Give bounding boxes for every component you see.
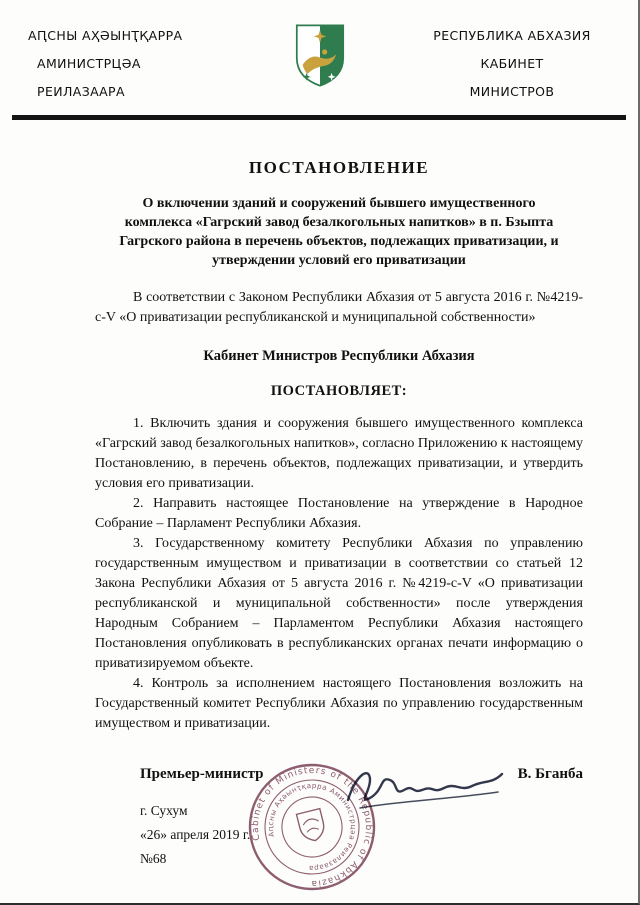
letterhead-russian bbox=[412, 22, 612, 106]
resolution-item-4: 4. Контроль за исполнением настоящего Постановления возложить на Государственный комитет Республики Абхазия по управлению государственным имуществом и приватизации. bbox=[95, 676, 583, 731]
issuer-line: Кабинет Министров Республики Абхазия bbox=[203, 348, 475, 364]
resolution-item-1: 1. Включить здания и сооружения бывшего имущественного комплекса «Гагрский завод безалкогольных напитков», согласно Приложению к настоящему Постановлению, в перечень объектов, подлежащих приватизации, и утвердить условия его приватизации. bbox=[95, 416, 583, 491]
letterhead-divider bbox=[12, 115, 626, 120]
letterhead-abkhaz-line-3: РЕИЛАЗААРА bbox=[37, 84, 125, 99]
signature-block bbox=[95, 765, 583, 889]
letterhead-abkhaz-line-2: АМИНИСТРЦӘА bbox=[37, 56, 141, 71]
resolution-items bbox=[95, 414, 583, 734]
decree-subject: О включении зданий и сооружений бывшего имущественного комплекса «Гагрский завод безалкогольных напитков» в п. Бзыпта Гагрского района в перечень объектов, подлежащих приватизации, и утверждении условий его приватизации bbox=[119, 196, 559, 268]
resolution-word: ПОСТАНОВЛЯЕТ: bbox=[270, 383, 408, 399]
letterhead-russian-line-1: РЕСПУБЛИКА АБХАЗИЯ bbox=[433, 28, 591, 43]
coat-of-arms-svg bbox=[291, 23, 349, 88]
footer-city: г. Сухум bbox=[140, 803, 188, 818]
signatory-title: Премьер-министр bbox=[140, 766, 264, 782]
preamble-paragraph: В соответствии с Законом Республики Абхазия от 5 августа 2016 г. №4219-с-V «О приватизации республиканской и муниципальной собственности» bbox=[95, 290, 583, 325]
letterhead-abkhaz bbox=[28, 22, 228, 106]
letterhead bbox=[0, 0, 638, 106]
resolution-item-3: 3. Государственному комитету Республики Абхазия по управлению государственным имуществом и приватизации в соответствии со статьей 12 Закона Республики Абхазия от 5 августа 2016 г. №4219-с-V «О приватизации республиканской и муниципальной собственности» после утверждения Народным Собранием – Парламентом Республики Абхазия настоящего Постановления опубликовать в республиканских органах печати информацию о приватизируемом объекте. bbox=[95, 536, 583, 671]
footer-number: №68 bbox=[140, 851, 167, 866]
resolution-item-2: 2. Направить настоящее Постановление на утверждение в Народное Собрание – Парламент Республики Абхазия. bbox=[95, 496, 583, 531]
signatory-name: В. Бганба bbox=[517, 766, 583, 782]
stamp-outer-text: Cabinet of Ministers of the Republic of Abkhazia bbox=[250, 765, 374, 889]
decree-title: ПОСТАНОВЛЕНИЕ bbox=[248, 158, 430, 177]
decree-body bbox=[0, 158, 638, 734]
letterhead-russian-line-2: КАБИНЕТ bbox=[480, 56, 544, 71]
footer-date: «26» апреля 2019 г. bbox=[140, 827, 251, 842]
abkhazia-coat-of-arms-icon bbox=[291, 23, 349, 91]
letterhead-abkhaz-line-1: АԤСНЫ АҲӘЫНҬҚАРРА bbox=[28, 28, 183, 43]
signature-handwriting bbox=[340, 758, 510, 818]
stamp-inner-text: Аԥсны Аҳәынҭқарра Аминистрцәа Реилазаара bbox=[265, 780, 359, 874]
letterhead-russian-line-3: МИНИСТРОВ bbox=[469, 84, 555, 99]
